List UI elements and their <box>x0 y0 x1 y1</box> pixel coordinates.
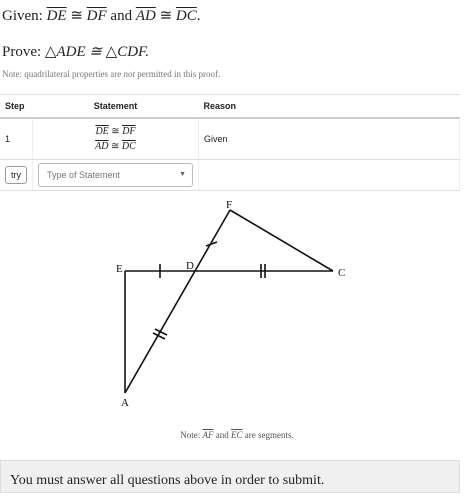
dropdown-placeholder: Type of Statement <box>47 170 121 180</box>
prove-prefix: Prove: <box>2 44 42 60</box>
reason-input-cell <box>199 160 460 191</box>
header-statement: Statement <box>33 95 199 119</box>
label-c: C <box>338 267 346 279</box>
statement-cell: $\overline{DE}$ ≅ $\overline{DF}$ $\overline{AD}$ ≅ $\overline{DC}$ <box>33 118 199 160</box>
header-step: Step <box>0 95 33 119</box>
statement-type-cell <box>33 160 199 191</box>
given-end: . <box>196 8 201 24</box>
submit-message-bar <box>0 460 460 493</box>
statement-type-dropdown[interactable] <box>38 163 193 187</box>
segment-fc <box>230 210 333 271</box>
label-a: A <box>121 397 129 409</box>
given-seg-df: $\overline{DF}$ <box>86 8 107 24</box>
header-reason: Reason <box>199 95 460 119</box>
table-row <box>0 118 460 160</box>
note-text-after: permitted in this proof. <box>134 69 221 79</box>
given-seg-de: $\overline{DE}$ <box>46 8 67 24</box>
note-text-before: Note: quadrilateral properties are <box>2 69 124 79</box>
stmt-seg-df: $\overline{DF}$ <box>122 126 136 137</box>
prove-statement: △ADE ≅ △CDF. <box>44 44 150 60</box>
given-and: and <box>110 8 133 24</box>
caption-and: and <box>213 430 231 440</box>
proof-table <box>0 94 460 191</box>
stmt-seg-ad: $\overline{AD}$ <box>95 141 109 152</box>
caption-seg-af: $\overline{AF}$ <box>202 430 214 440</box>
label-d: D <box>186 260 194 272</box>
stmt-seg-de: $\overline{DE}$ <box>95 126 109 137</box>
reason-cell: Given <box>199 118 460 160</box>
input-row <box>0 160 460 191</box>
proof-note <box>2 69 220 79</box>
given-seg-ad: $\overline{AD}$ <box>135 8 156 24</box>
given-line: Given: $\overline{DE}$ ≅ $\overline{DF}$ and $\overline{AD}$ ≅ $\overline{DC}$. <box>2 8 201 24</box>
caption-after: are segments. <box>242 430 294 440</box>
label-e: E <box>116 263 123 275</box>
step-number: 1 <box>0 118 33 160</box>
note-emphasis: not <box>123 69 135 79</box>
try-button[interactable]: try <box>5 166 27 184</box>
caption-seg-ec: $\overline{EC}$ <box>231 430 243 440</box>
chevron-down-icon: ▼ <box>179 171 186 178</box>
figure-caption <box>0 430 474 440</box>
stmt-seg-dc: $\overline{DC}$ <box>121 141 136 152</box>
geometry-figure <box>0 195 474 425</box>
given-prefix: Given: <box>2 8 43 24</box>
prove-line <box>2 42 149 61</box>
given-seg-dc: $\overline{DC}$ <box>175 8 197 24</box>
segment-af <box>125 210 230 393</box>
try-cell <box>0 160 33 191</box>
caption-before: Note: <box>180 430 203 440</box>
submit-message: You must answer all questions above in order to submit. <box>10 473 325 488</box>
label-f: F <box>226 199 233 211</box>
